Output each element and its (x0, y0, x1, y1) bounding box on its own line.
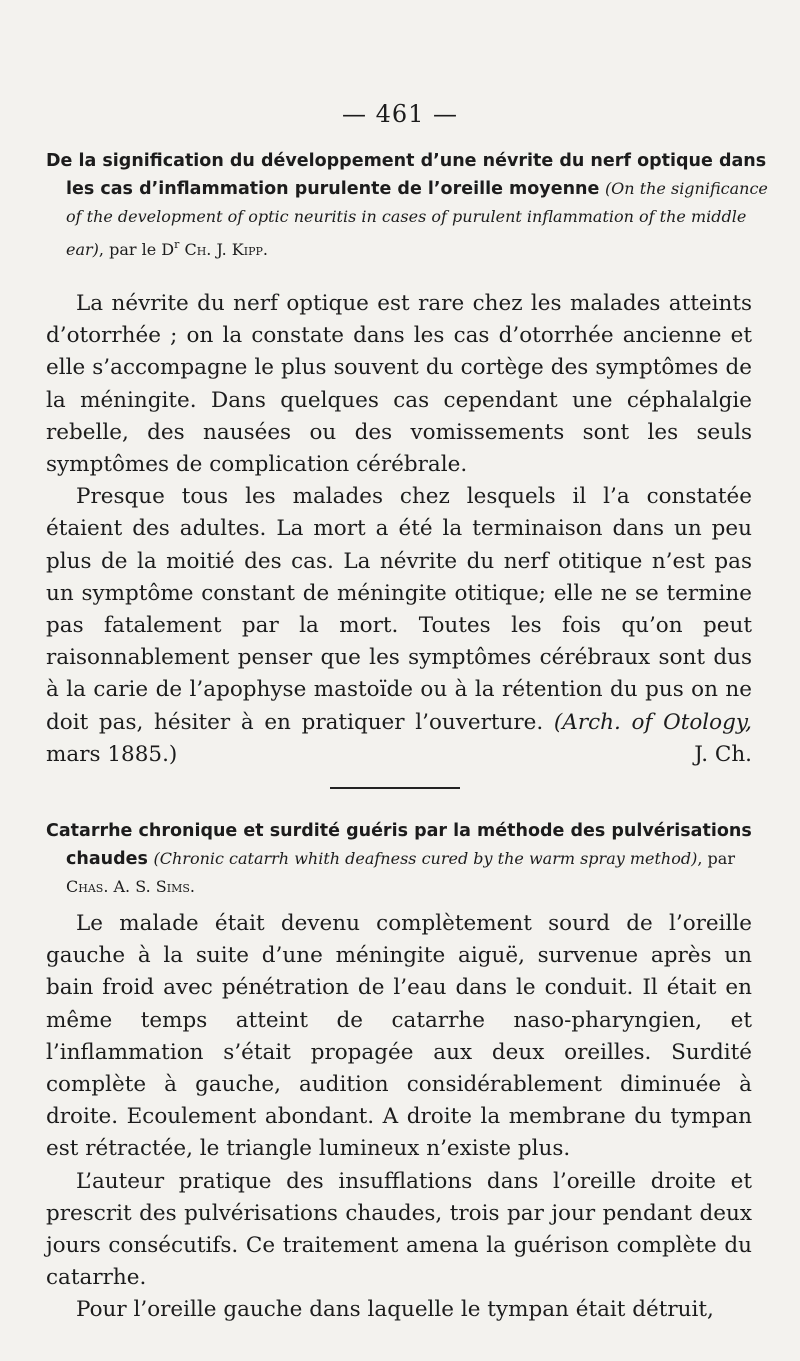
article1-body (46, 288, 752, 771)
article1-citation-date: mars 1885.) (46, 741, 178, 767)
article2-body (46, 908, 752, 1327)
article1-author-sup: r (174, 238, 180, 251)
article1-paragraph-text: Presque tous les malades chez lesquels il l’a constatée étaient des adultes. La mort a été la terminaison dans un peu plus de la moitié des cas. La névrite du nerf otitique n’est pas un symptôme constant de méningite otitique; elle ne se termine pas fatalement par la mort. Toutes les fois qu’on peut raisonnablement penser que les symptômes cérébraux sont dus à la carie de l’apophyse mastoïde ou à la rétention du pus on ne doit pas, hésiter à en pratiquer l’ouverture. (46, 484, 752, 735)
article2-heading (46, 818, 778, 901)
article2-paragraph: Le malade était devenu complètement sourd de l’oreille gauche à la suite d’une méningite aiguë, survenue après un bain froid avec pénétration de l’eau dans le conduit. Il était en même temps atteint de catarrhe naso-pharyngien, et l’inflammation s’était propagée aux deux oreilles. Surdité complète à gauche, audition considérablement diminuée à droite. Ecoulement abondant. A droite la membrane du tympan est rétractée, le triangle lumineux n’existe plus. (46, 911, 752, 1162)
article1-title: De la signification du développement d’une névrite du nerf optique dans les cas d’inflammation purulente de l’oreille moyenne (46, 151, 767, 199)
article2-paragraph: L’auteur pratique des insufflations dans l’oreille droite et prescrit des pulvérisations chaudes, trois par jour pendant deux jours consécutifs. Ce traitement amena la guérison complète du catarrhe. (46, 1168, 752, 1291)
article1-paragraph (46, 481, 752, 771)
section-divider (330, 787, 460, 789)
article1-citation: (Arch. of Otology, (553, 709, 752, 735)
article2-author: Chas. A. S. Sims. (66, 877, 195, 896)
article1-signature: J. Ch. (694, 741, 752, 767)
article1-author: Ch. J. Kipp. (179, 239, 268, 259)
article1-heading (46, 148, 778, 264)
article2-english-title: (Chronic catarrh whith deafness cured by the warm spray method) (153, 849, 698, 868)
article2-title: Catarrhe chronique et surdité guéris par la méthode des pulvérisations chaudes (46, 821, 752, 869)
article1-paragraph: La névrite du nerf optique est rare chez les malades atteints d’otorrhée ; on la constate dans les cas d’otorrhée ancienne et elle s’accompagne le plus souvent du cortège des symptômes de la méningite. Dans quelques cas cependant une céphalalgie rebelle, des nausées ou des vomissements sont les seuls symptômes de complication cérébrale. (46, 291, 752, 478)
article1-english-title: (On the significance of the development of optic neuritis in cases of purulent inflammation of the middle ear) (66, 179, 768, 259)
article2-author-prefix: , par (697, 849, 735, 868)
article1-author-prefix: , par le D (98, 239, 175, 259)
article2-paragraph: Pour l’oreille gauche dans laquelle le tympan était détruit, (76, 1297, 714, 1323)
page-number: — 461 — (341, 100, 459, 128)
